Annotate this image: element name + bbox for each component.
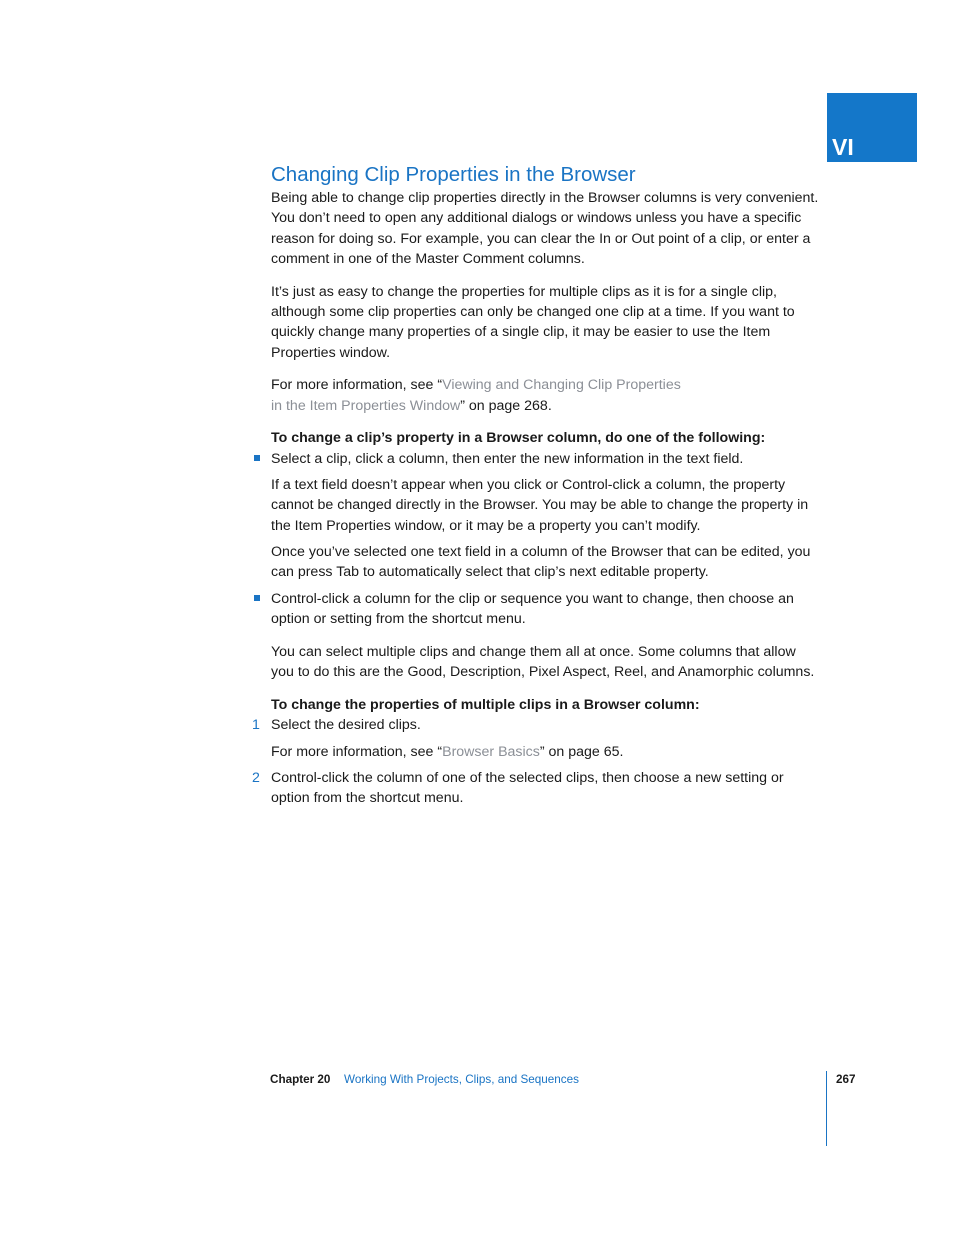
- paragraph-line: It’s just as easy to change the properties for multiple clips as it is for a single clip,: [271, 284, 777, 300]
- bullet-item: Select a clip, click a column, then enter the new information in the text field.: [271, 451, 744, 467]
- item-properties-link-continued[interactable]: in the Item Properties Window: [271, 398, 461, 414]
- more-info-suffix: ” on page 268.: [460, 398, 552, 414]
- step-number: 1: [252, 717, 260, 733]
- part-tab-label: VI: [832, 134, 854, 160]
- task-heading: To change the properties of multiple clips in a Browser column:: [271, 697, 700, 713]
- item-properties-link[interactable]: Viewing and Changing Clip Properties: [442, 377, 681, 393]
- paragraph-line: you to do this are the Good, Description, Pixel Aspect, Reel, and Anamorphic columns.: [271, 664, 815, 680]
- paragraph-line: option from the shortcut menu.: [271, 790, 464, 806]
- more-info-prefix: For more information, see “: [271, 377, 443, 393]
- paragraph-line: You can select multiple clips and change them all at once. Some columns that allow: [271, 644, 796, 660]
- step-item: Select the desired clips.: [271, 717, 421, 733]
- paragraph-line: comment in one of the Master Comment columns.: [271, 251, 585, 267]
- more-info-prefix: For more information, see “: [271, 744, 443, 760]
- footer-chapter-title: Working With Projects, Clips, and Sequences: [344, 1073, 579, 1086]
- task-heading: To change a clip’s property in a Browser column, do one of the following:: [271, 430, 766, 446]
- footer-divider: [826, 1071, 827, 1146]
- paragraph-line: [271, 396, 552, 416]
- page-number: 267: [836, 1073, 856, 1086]
- more-info-suffix: ” on page 65.: [539, 744, 624, 760]
- paragraph-line: If a text field doesn’t appear when you click or Control-click a column, the property: [271, 477, 786, 493]
- paragraph-line: quickly change many properties of a single clip, it may be easier to use the Item: [271, 324, 771, 340]
- section-heading: Changing Clip Properties in the Browser: [271, 163, 636, 186]
- paragraph-line: Once you’ve selected one text field in a column of the Browser that can be edited, you: [271, 544, 811, 560]
- bullet-square-icon: [254, 595, 260, 601]
- footer-chapter-label: Chapter 20: [270, 1073, 331, 1086]
- paragraph-line: Being able to change clip properties directly in the Browser columns is very convenient.: [271, 190, 819, 206]
- step-number: 2: [252, 770, 260, 786]
- browser-basics-link[interactable]: Browser Basics: [442, 744, 540, 760]
- paragraph-line: although some clip properties can only be changed one clip at a time. If you want to: [271, 304, 795, 320]
- paragraph-line: [271, 375, 681, 395]
- paragraph-line: Properties window.: [271, 345, 391, 361]
- more-info-paragraph: [271, 742, 624, 762]
- bullet-square-icon: [254, 455, 260, 461]
- paragraph-line: Control-click the column of one of the selected clips, then choose a new setting or: [271, 770, 784, 786]
- paragraph-line: reason for doing so. For example, you can clear the In or Out point of a clip, or enter a: [271, 231, 811, 247]
- part-tab: [827, 93, 917, 162]
- paragraph-line: Control-click a column for the clip or sequence you want to change, then choose an: [271, 591, 794, 607]
- paragraph-line: option or setting from the shortcut menu.: [271, 611, 526, 627]
- paragraph-line: You don’t need to open any additional dialogs or windows unless you have a specific: [271, 210, 802, 226]
- paragraph-line: the Item Properties window, or it may be a property you can’t modify.: [271, 518, 701, 534]
- paragraph-line: can press Tab to automatically select that clip’s next editable property.: [271, 564, 709, 580]
- paragraph-line: cannot be changed directly in the Browser. You may be able to change the property in: [271, 497, 809, 513]
